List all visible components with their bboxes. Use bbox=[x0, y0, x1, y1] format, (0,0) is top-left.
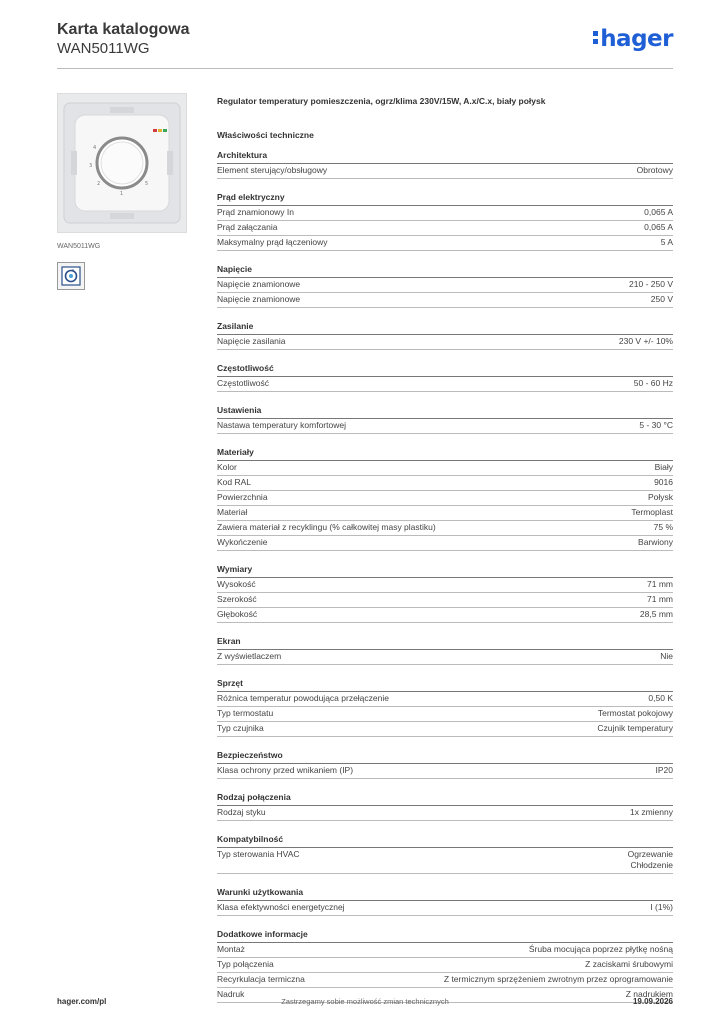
spec-label: Klasa efektywności energetycznej bbox=[217, 902, 345, 912]
spec-sections bbox=[217, 149, 673, 1003]
section-title: Zasilanie bbox=[217, 320, 673, 335]
spec-label: Maksymalny prąd łączeniowy bbox=[217, 237, 328, 247]
spec-row bbox=[217, 461, 673, 476]
spec-label: Nadruk bbox=[217, 989, 245, 999]
section-title: Prąd elektryczny bbox=[217, 191, 673, 206]
spec-label: Głębokość bbox=[217, 609, 258, 619]
section-title: Warunki użytkowania bbox=[217, 886, 673, 901]
section-title: Materiały bbox=[217, 446, 673, 461]
spec-section bbox=[217, 749, 673, 779]
spec-row bbox=[217, 722, 673, 737]
spec-row bbox=[217, 943, 673, 958]
spec-value: Ogrzewanie Chłodzenie bbox=[627, 849, 673, 870]
logo-colon-icon bbox=[593, 28, 598, 47]
footer-date: 19.09.2026 bbox=[632, 997, 673, 1006]
spec-row bbox=[217, 506, 673, 521]
spec-value: Z zaciskami śrubowymi bbox=[585, 959, 673, 969]
spec-row bbox=[217, 206, 673, 221]
spec-section bbox=[217, 677, 673, 737]
spec-value: 50 - 60 Hz bbox=[633, 378, 673, 388]
product-code: WAN5011WG bbox=[57, 40, 150, 57]
spec-value: 250 V bbox=[650, 294, 673, 304]
spec-label: Z wyświetlaczem bbox=[217, 651, 282, 661]
spec-row bbox=[217, 901, 673, 916]
spec-value: Czujnik temperatury bbox=[597, 723, 673, 733]
spec-label: Powierzchnia bbox=[217, 492, 268, 502]
spec-section bbox=[217, 404, 673, 434]
section-title: Rodzaj połączenia bbox=[217, 791, 673, 806]
spec-label: Szerokość bbox=[217, 594, 257, 604]
section-title: Bezpieczeństwo bbox=[217, 749, 673, 764]
spec-label: Napięcie znamionowe bbox=[217, 279, 301, 289]
spec-row bbox=[217, 848, 673, 874]
section-title: Wymiary bbox=[217, 563, 673, 578]
header-divider bbox=[57, 68, 673, 69]
spec-row bbox=[217, 578, 673, 593]
spec-label: Recyrkulacja termiczna bbox=[217, 974, 305, 984]
spec-value: Obrotowy bbox=[636, 165, 673, 175]
spec-section bbox=[217, 791, 673, 821]
spec-section bbox=[217, 362, 673, 392]
spec-value: 1x zmienny bbox=[630, 807, 673, 817]
product-image bbox=[57, 93, 187, 233]
spec-value: 28,5 mm bbox=[639, 609, 673, 619]
spec-value: 0,065 A bbox=[644, 222, 673, 232]
spec-row bbox=[217, 707, 673, 722]
spec-value: 5 A bbox=[660, 237, 673, 247]
left-column bbox=[57, 93, 187, 290]
spec-label: Prąd znamionowy In bbox=[217, 207, 295, 217]
spec-value: Z termicznym sprzężeniem zwrotnym przez oprogramowanie bbox=[443, 974, 673, 984]
spec-label: Materiał bbox=[217, 507, 248, 517]
spec-label: Prąd załączania bbox=[217, 222, 278, 232]
spec-label: Typ termostatu bbox=[217, 708, 274, 718]
main-content bbox=[217, 95, 673, 1003]
spec-value: 0,065 A bbox=[644, 207, 673, 217]
spec-section bbox=[217, 263, 673, 308]
spec-value: 210 - 250 V bbox=[629, 279, 673, 289]
spec-row bbox=[217, 764, 673, 779]
spec-label: Montaż bbox=[217, 944, 245, 954]
spec-label: Zawiera materiał z recyklingu (% całkowitej masy plastiku) bbox=[217, 522, 436, 532]
spec-value: 9016 bbox=[654, 477, 673, 487]
spec-value: Śruba mocująca poprzez płytkę nośną bbox=[528, 944, 673, 954]
spec-label: Napięcie znamionowe bbox=[217, 294, 301, 304]
spec-row bbox=[217, 278, 673, 293]
section-title: Częstotliwość bbox=[217, 362, 673, 377]
section-title: Ustawienia bbox=[217, 404, 673, 419]
spec-value: Nie bbox=[660, 651, 673, 661]
spec-value: I (1%) bbox=[650, 902, 673, 912]
svg-text:2: 2 bbox=[97, 181, 101, 187]
spec-label: Kod RAL bbox=[217, 477, 252, 487]
spec-row bbox=[217, 692, 673, 707]
spec-row bbox=[217, 236, 673, 251]
spec-value: Termostat pokojowy bbox=[597, 708, 673, 718]
image-caption: WAN5011WG bbox=[57, 243, 101, 250]
spec-label: Klasa ochrony przed wnikaniem (IP) bbox=[217, 765, 354, 775]
spec-label: Typ połączenia bbox=[217, 959, 274, 969]
spec-value: 230 V +/- 10% bbox=[618, 336, 673, 346]
svg-text:3: 3 bbox=[89, 163, 93, 169]
spec-value: Barwiony bbox=[638, 537, 673, 547]
spec-label: Kolor bbox=[217, 462, 237, 472]
spec-label: Typ sterowania HVAC bbox=[217, 849, 300, 859]
technical-properties-title: Właściwości techniczne bbox=[217, 130, 314, 140]
spec-row bbox=[217, 521, 673, 536]
thermostat-image-icon bbox=[61, 97, 183, 229]
section-title: Ekran bbox=[217, 635, 673, 650]
recycle-badge-icon bbox=[57, 262, 85, 290]
section-title: Napięcie bbox=[217, 263, 673, 278]
section-title: Architektura bbox=[217, 149, 673, 164]
spec-value: Biały bbox=[654, 462, 673, 472]
spec-section bbox=[217, 149, 673, 179]
spec-section bbox=[217, 928, 673, 1003]
spec-value: 0,50 K bbox=[648, 693, 673, 703]
spec-value: Termoplast bbox=[631, 507, 673, 517]
spec-section bbox=[217, 833, 673, 874]
footer-note: Zastrzegamy sobie możliwość zmian technicznych bbox=[281, 997, 449, 1006]
spec-label: Napięcie zasilania bbox=[217, 336, 286, 346]
spec-row bbox=[217, 293, 673, 308]
spec-label: Częstotliwość bbox=[217, 378, 269, 388]
section-title: Kompatybilność bbox=[217, 833, 673, 848]
spec-label: Element sterujący/obsługowy bbox=[217, 165, 328, 175]
spec-label: Rodzaj styku bbox=[217, 807, 266, 817]
spec-row bbox=[217, 608, 673, 623]
spec-value: Z nadrukiem bbox=[625, 989, 673, 999]
spec-row bbox=[217, 335, 673, 350]
spec-section bbox=[217, 563, 673, 623]
section-title: Dodatkowe informacje bbox=[217, 928, 673, 943]
spec-value: 75 % bbox=[653, 522, 673, 532]
footer-url[interactable]: hager.com/pl bbox=[57, 997, 107, 1006]
spec-row bbox=[217, 491, 673, 506]
hager-logo[interactable]: hager bbox=[593, 26, 673, 52]
spec-value: 5 - 30 °C bbox=[639, 420, 673, 430]
spec-row bbox=[217, 221, 673, 236]
svg-text:1: 1 bbox=[120, 191, 124, 197]
page-header bbox=[57, 20, 673, 58]
spec-value: 71 mm bbox=[647, 579, 673, 589]
spec-label: Typ czujnika bbox=[217, 723, 264, 733]
spec-section bbox=[217, 886, 673, 916]
spec-section bbox=[217, 191, 673, 251]
spec-label: Różnica temperatur powodująca przełączenie bbox=[217, 693, 389, 703]
spec-section bbox=[217, 635, 673, 665]
spec-row bbox=[217, 650, 673, 665]
spec-row bbox=[217, 164, 673, 179]
spec-row bbox=[217, 593, 673, 608]
section-title: Sprzęt bbox=[217, 677, 673, 692]
spec-value: Połysk bbox=[647, 492, 673, 502]
svg-text:4: 4 bbox=[93, 145, 97, 151]
spec-label: Nastawa temperatury komfortowej bbox=[217, 420, 346, 430]
spec-row bbox=[217, 973, 673, 988]
spec-row bbox=[217, 536, 673, 551]
product-description: Regulator temperatury pomieszczenia, ogrz/klima 230V/15W, A.x/C.x, biały połysk bbox=[217, 96, 546, 106]
spec-label: Wysokość bbox=[217, 579, 256, 589]
spec-row bbox=[217, 806, 673, 821]
spec-row bbox=[217, 476, 673, 491]
spec-value: 71 mm bbox=[647, 594, 673, 604]
document-title: Karta katalogowa bbox=[57, 21, 190, 38]
svg-text:5: 5 bbox=[145, 181, 149, 187]
spec-section bbox=[217, 320, 673, 350]
spec-row bbox=[217, 377, 673, 392]
spec-row bbox=[217, 419, 673, 434]
spec-section bbox=[217, 446, 673, 551]
spec-row bbox=[217, 958, 673, 973]
spec-value: IP20 bbox=[655, 765, 673, 775]
spec-label: Wykończenie bbox=[217, 537, 268, 547]
